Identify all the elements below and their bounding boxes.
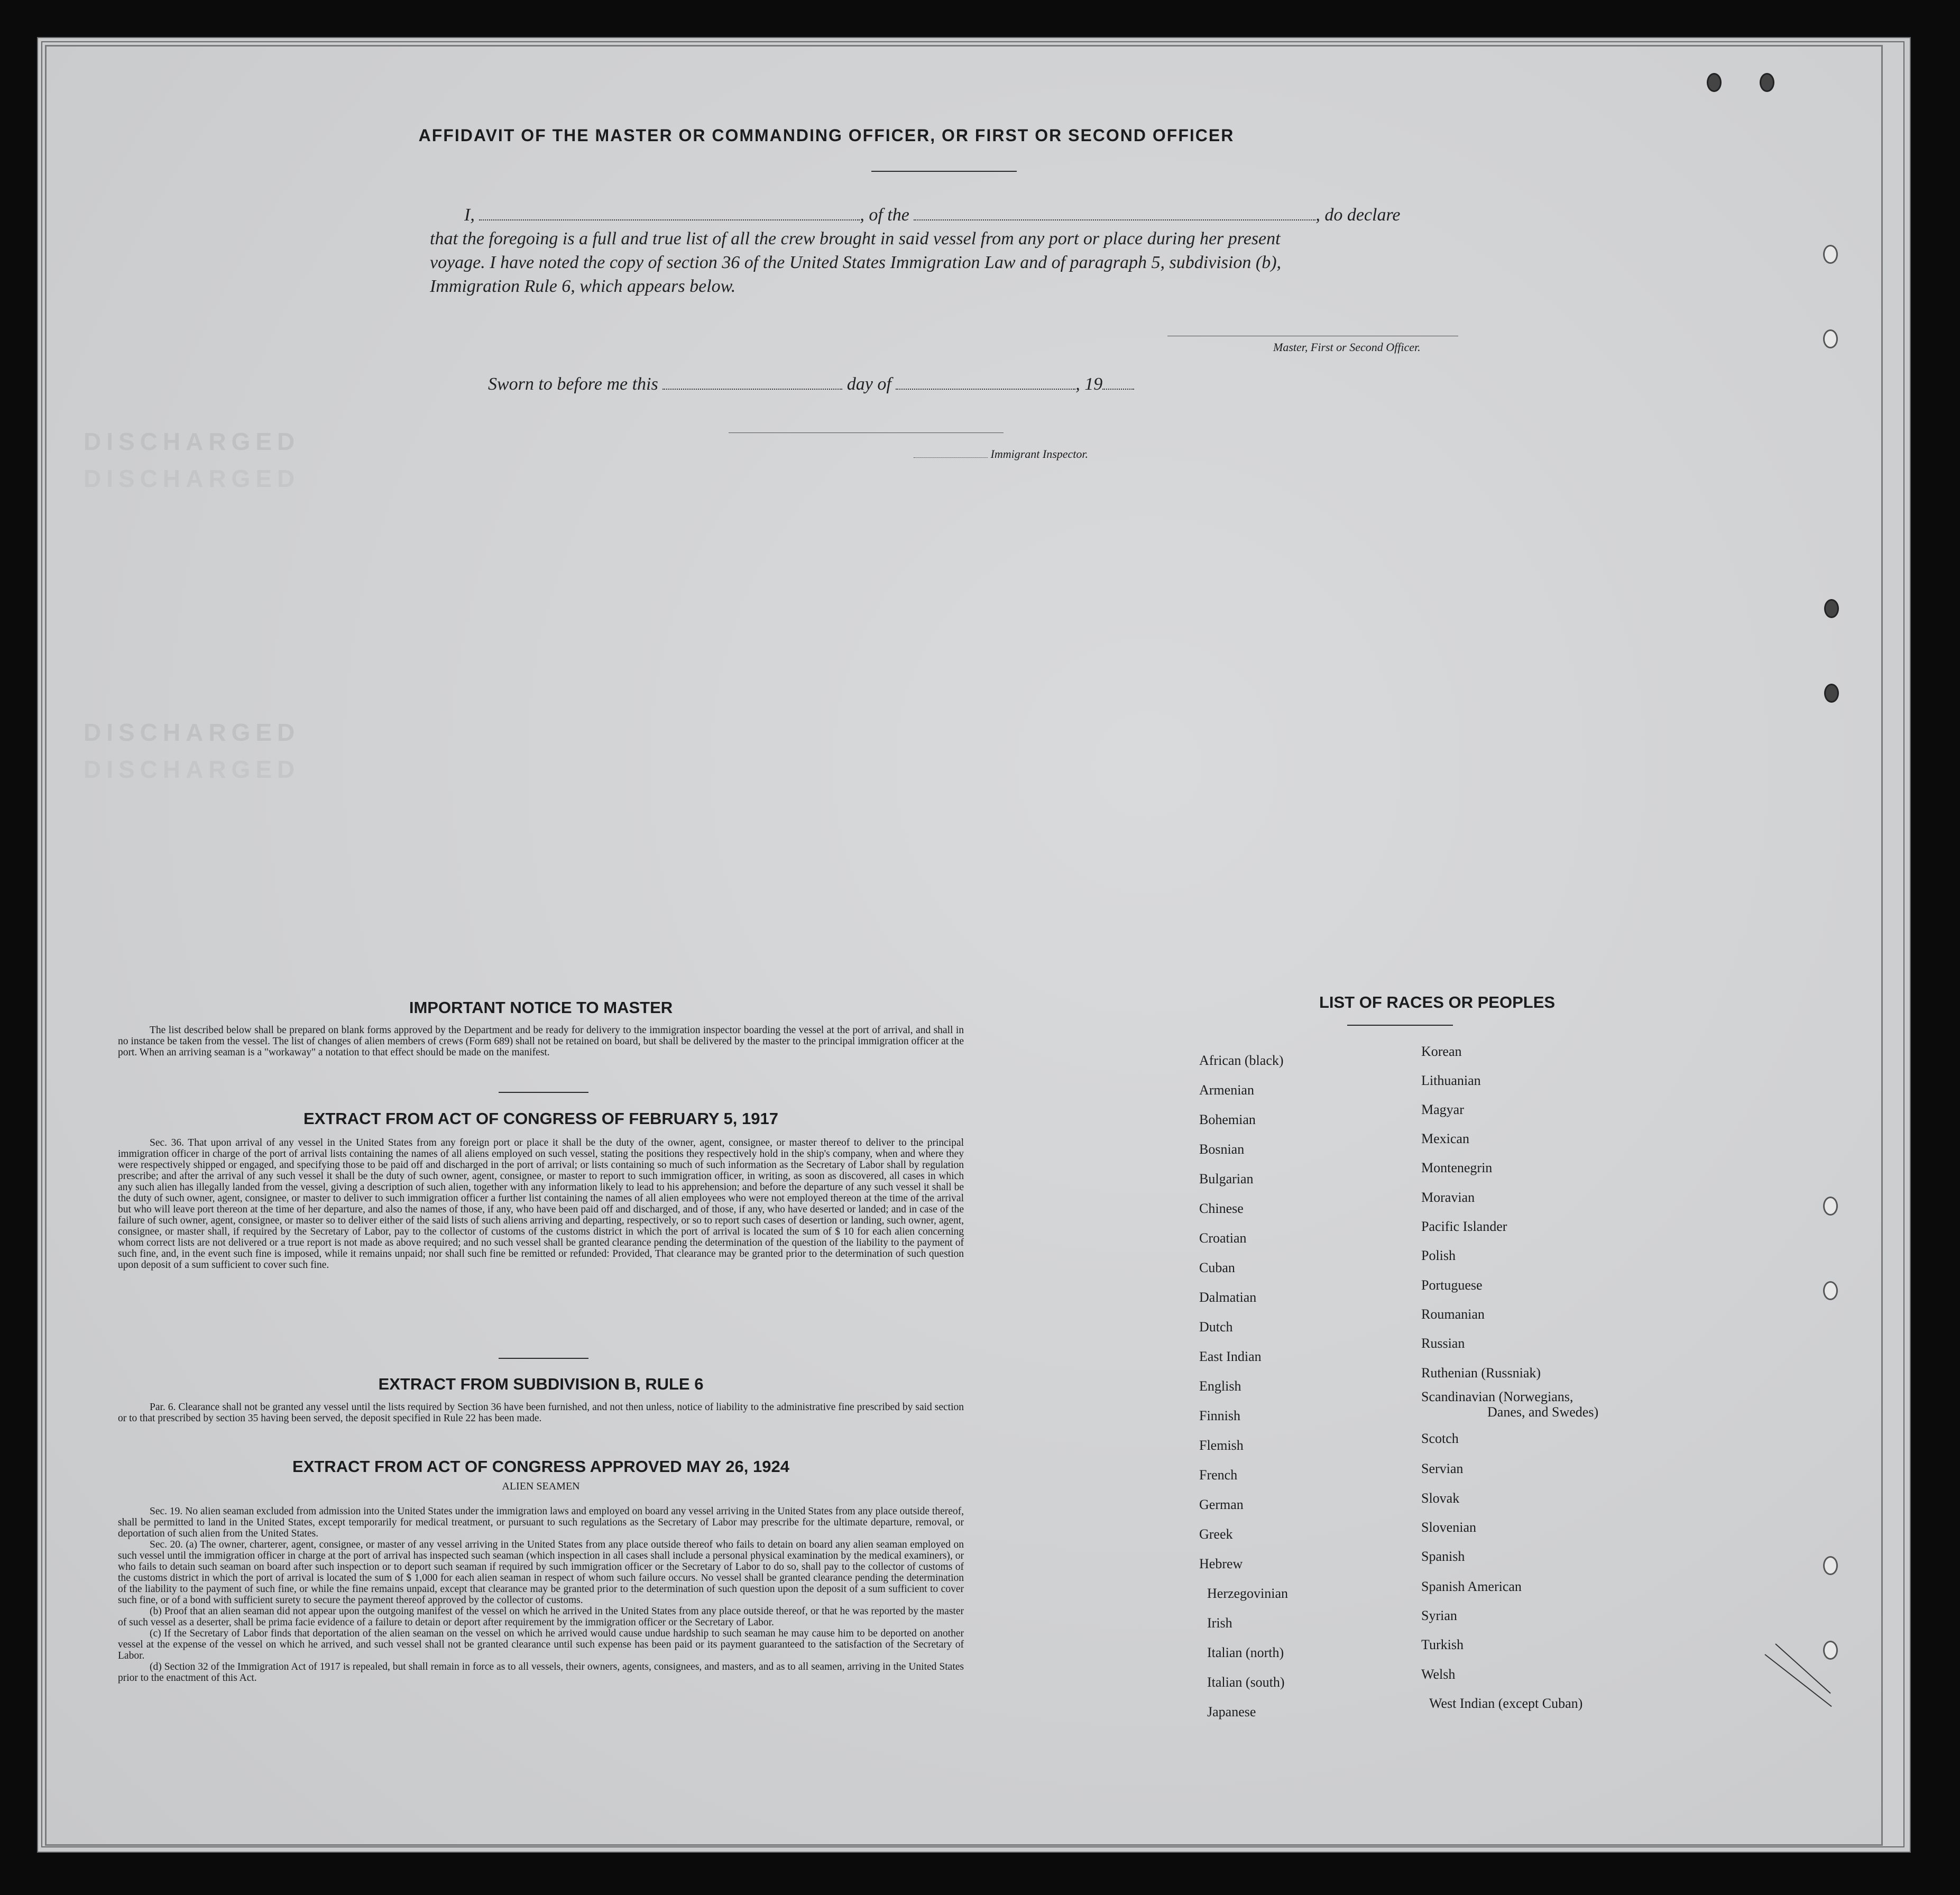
race-item: Italian (south) <box>1207 1675 1285 1690</box>
race-item: Pacific Islander <box>1421 1219 1507 1234</box>
race-item: African (black) <box>1199 1053 1284 1068</box>
race-item: Ruthenian (Russniak) <box>1421 1365 1541 1381</box>
affidavit-line-4: Immigration Rule 6, which appears below. <box>430 277 736 296</box>
race-item: Lithuanian <box>1421 1073 1481 1088</box>
punch-hole <box>1824 684 1839 703</box>
vessel-blank[interactable] <box>914 219 1315 220</box>
extract-1917-text <box>118 1137 964 1271</box>
name-blank[interactable] <box>479 219 860 220</box>
race-item: Korean <box>1421 1044 1462 1059</box>
extract-1924-subtitle: ALIEN SEAMEN <box>502 1480 580 1492</box>
race-item: Japanese <box>1207 1704 1256 1719</box>
race-item: Spanish <box>1421 1549 1465 1564</box>
notice-title: IMPORTANT NOTICE TO MASTER <box>409 998 673 1017</box>
race-item: Dutch <box>1199 1319 1233 1335</box>
extract-1924-paragraph: (b) Proof that an alien seaman did not appear upon the outgoing manifest of the vessel on which he arrived in the United States from any place outside thereof, or that he was reported by the master of such vessel as a deserter, shall be prima facie evidence of a failure to detain or deport after requirement by the immigration officer or the Secretary of Labor. <box>118 1606 964 1628</box>
punch-hole <box>1760 73 1774 92</box>
race-item: Bohemian <box>1199 1112 1256 1127</box>
extract-rule6-text <box>118 1402 964 1424</box>
affidavit-line-1 <box>464 205 1506 225</box>
race-item: Syrian <box>1421 1608 1457 1623</box>
race-item: Servian <box>1421 1461 1464 1476</box>
punch-hole <box>1823 329 1838 348</box>
bleed-through-stamp: DISCHARGED <box>84 719 300 746</box>
inspector-label: Immigrant Inspector. <box>990 447 1089 461</box>
race-item: Magyar <box>1421 1102 1464 1117</box>
affidavit-line-3: voyage. I have noted the copy of section 36 of the United States Immigration Law and of paragraph 5, subdivision (b), <box>430 253 1282 272</box>
race-item: Greek <box>1199 1526 1233 1542</box>
section-rule <box>499 1358 588 1359</box>
race-item: German <box>1199 1497 1244 1512</box>
race-item: Chinese <box>1199 1201 1244 1216</box>
race-item: Irish <box>1207 1615 1232 1631</box>
extract-1924-paragraph: Sec. 20. (a) The owner, charterer, agent, consignee, or master of any vessel arriving in the United States from any place outside thereof who fails to detain on board any alien seaman employed on such vessel until the immigration officer in charge at the port of arrival has inspected such seaman (which inspection in all cases shall include a personal physical examination by the medical examiners), or who fails to detain such seaman on board after such inspection or to deport such seaman if required by such immigration officer or the Secretary of Labor to do so, shall pay to the collector of customs of the customs district in which the port of arrival is located the sum of $ 1,000 for each alien seaman in respect of whom such failure occurs. No vessel shall be granted clearance pending the determination of the liability to the payment of such fine, or while the fine remains unpaid, except that clearance may be granted prior to the determination of such question upon the deposit of a sum sufficient to cover such fine, or of a bond with sufficient surety to secure the payment thereof approved by the collector of customs. <box>118 1539 964 1606</box>
punch-hole <box>1707 73 1722 92</box>
sworn-year-blank[interactable] <box>1102 389 1134 390</box>
affidavit-of-the-label: , of the <box>860 205 909 225</box>
sworn-month-blank[interactable] <box>896 389 1075 390</box>
extract-1924-paragraph: (c) If the Secretary of Labor finds that deportation of the alien seaman on the vessel on which he arrived would cause undue hardship to such seaman he may cause him to be deported on another vessel at the expense of the vessel on which he arrived, and such vessel shall not be granted clearance until such expense has been paid or its payment guaranteed to the satisfaction of the Secretary of Labor. <box>118 1628 964 1661</box>
race-item: Roumanian <box>1421 1307 1485 1322</box>
race-item: Scotch <box>1421 1431 1459 1446</box>
affidavit-line-2: that the foregoing is a full and true list of all the crew brought in said vessel from any port or place during her present <box>430 229 1281 249</box>
race-item: Croatian <box>1199 1230 1247 1246</box>
affidavit-declare-label: , do declare <box>1315 205 1401 225</box>
title-rule <box>871 171 1017 172</box>
extract-1917-title: EXTRACT FROM ACT OF CONGRESS OF FEBRUARY 5, 1917 <box>303 1109 778 1128</box>
race-item: Dalmatian <box>1199 1290 1257 1305</box>
race-item: Slovenian <box>1421 1520 1476 1535</box>
punch-hole <box>1823 1197 1838 1216</box>
races-title-rule <box>1347 1025 1453 1026</box>
race-item: French <box>1199 1467 1238 1483</box>
race-item: Welsh <box>1421 1667 1456 1682</box>
signature-label: Master, First or Second Officer. <box>1273 341 1421 354</box>
race-item: Scandinavian (Norwegians, <box>1421 1389 1573 1404</box>
race-item: English <box>1199 1378 1241 1394</box>
sworn-day-blank[interactable] <box>662 389 842 390</box>
race-item: Italian (north) <box>1207 1645 1284 1660</box>
race-item: Finnish <box>1199 1408 1241 1423</box>
punch-hole <box>1823 1641 1838 1660</box>
race-item: Moravian <box>1421 1190 1475 1205</box>
extract-1917-paragraph: Sec. 36. That upon arrival of any vessel in the United States from any foreign port or place it shall be the duty of the owner, agent, consignee, or master thereof to deliver to the principal immigration officer in charge of the port of arrival lists containing the names of all aliens employed on such vessel, stating the positions they respectively hold in the ship's company, when and where they were respectively shipped or engaged, and specifying those to be paid off and discharged in the port of arrival; or lists containing so much of such information as the Secretary of Labor shall by regulation prescribe; and after the arrival of any such vessel it shall be the duty of such owner, agent, consignee, or master to report to such immigration officer, in writing, as soon as discovered, all cases in which any such alien has illegally landed from the vessel, giving a description of such alien, together with any information likely to lead to his apprehension; and before the departure of any such vessel it shall be the duty of such owner, agent, consignee, or master to deliver to such immigration officer a further list containing the names of all alien employees who were not employed thereon at the time of the arrival but who will leave port thereon at the time of her departure, and also the names of those, if any, who have been paid off and discharged, and of those, if any, who have deserted or landed; and in case of the failure of such owner, agent, consignee, or master so to deliver either of the said lists of such aliens arriving and departing, respectively, or so to report such cases of desertion or landing, such owner, agent, consignee, or master shall, if required by the Secretary of Labor, pay to the collector of customs of the customs district in which the port of arrival is located the sum of $ 10 for each alien concerning whom correct lists are not delivered or a true report is not made as above required; and no such vessel shall be granted clearance pending the determination of the question of the liability to the payment of such fine, and, in the event such fine is imposed, while it remains unpaid; nor shall such fine be remitted or refunded: Provided, That clearance may be granted prior to the determination of such question upon deposit of a sum sufficient to cover such fine. <box>118 1137 964 1271</box>
race-item: Danes, and Swedes) <box>1487 1404 1599 1420</box>
punch-hole <box>1823 1556 1838 1575</box>
inspector-blank[interactable] <box>914 457 988 458</box>
extract-1924-paragraph: Sec. 19. No alien seaman excluded from admission into the United States under the immigration laws and employed on board any vessel arriving in the United States from any place outside thereof, shall be permitted to land in the United States, except temporarily for medical treatment, or pursuant to such regulations as the Secretary of Labor may prescribe for the ultimate departure, removal, or deportation of such alien from the United States. <box>118 1506 964 1539</box>
extract-1924-paragraph: (d) Section 32 of the Immigration Act of 1917 is repealed, but shall remain in force as to all vessels, their owners, agents, consignees, and masters, and as to all seamen, arriving in the United States prior to the enactment of this Act. <box>118 1661 964 1684</box>
document-page <box>45 45 1883 1846</box>
notice-paragraph: The list described below shall be prepared on blank forms approved by the Department and be ready for delivery to the immigration inspector boarding the vessel at the port of arrival, and shall in no instance be taken from the vessel. The list of changes of alien members of crews (Form 689) shall not be retained on board, but shall be delivered by the master to the principal immigration officer at the port. When an arriving seaman is a "workaway" a notation to that effect should be made on the manifest. <box>118 1025 964 1058</box>
extract-1924-title: EXTRACT FROM ACT OF CONGRESS APPROVED MAY 26, 1924 <box>292 1457 789 1476</box>
race-item: Russian <box>1421 1336 1465 1351</box>
race-item: Polish <box>1421 1248 1456 1263</box>
inspector-line <box>914 447 1088 461</box>
race-item: Portuguese <box>1421 1277 1483 1293</box>
race-item: Mexican <box>1421 1131 1469 1146</box>
punch-hole <box>1824 599 1839 618</box>
extract-1924-text <box>118 1506 964 1684</box>
notice-text <box>118 1025 964 1058</box>
bleed-through-stamp: DISCHARGED <box>84 428 300 455</box>
bleed-through-stamp: DISCHARGED <box>84 465 300 492</box>
sworn-prefix: Sworn to before me this <box>488 374 658 394</box>
race-item: Montenegrin <box>1421 1160 1493 1175</box>
race-item: West Indian (except Cuban) <box>1429 1696 1583 1711</box>
race-item: Herzegovinian <box>1207 1586 1289 1601</box>
race-item: Slovak <box>1421 1491 1460 1506</box>
race-item: Flemish <box>1199 1438 1244 1453</box>
extract-rule6-paragraph: Par. 6. Clearance shall not be granted any vessel until the lists required by Section 36 have been furnished, and not then unless, notice of liability to the administrative fine prescribed by said section or to that prescribed by section 35 having been served, the deposit specified in Rule 22 has been made. <box>118 1402 964 1424</box>
race-item: East Indian <box>1199 1349 1262 1364</box>
affidavit-i-label: I, <box>464 205 475 225</box>
punch-hole <box>1823 1281 1838 1300</box>
race-item: Turkish <box>1421 1637 1464 1652</box>
sworn-year-prefix: , 19 <box>1075 374 1103 394</box>
race-item: Hebrew <box>1199 1556 1243 1571</box>
sworn-day-of: day of <box>846 374 891 394</box>
race-item: Armenian <box>1199 1082 1254 1098</box>
race-item: Spanish American <box>1421 1579 1522 1594</box>
bleed-through-stamp: DISCHARGED <box>84 756 300 783</box>
punch-hole <box>1823 245 1838 264</box>
section-rule <box>499 1092 588 1093</box>
sworn-line <box>488 374 1134 394</box>
race-item: Bosnian <box>1199 1142 1245 1157</box>
extract-rule6-title: EXTRACT FROM SUBDIVISION B, RULE 6 <box>378 1375 704 1393</box>
race-item: Bulgarian <box>1199 1171 1254 1186</box>
scratch-mark <box>1764 1654 1832 1707</box>
race-item: Cuban <box>1199 1260 1235 1275</box>
races-title: LIST OF RACES OR PEOPLES <box>1319 993 1556 1011</box>
affidavit-title: AFFIDAVIT OF THE MASTER OR COMMANDING OFFICER, OR FIRST OR SECOND OFFICER <box>418 126 1235 145</box>
